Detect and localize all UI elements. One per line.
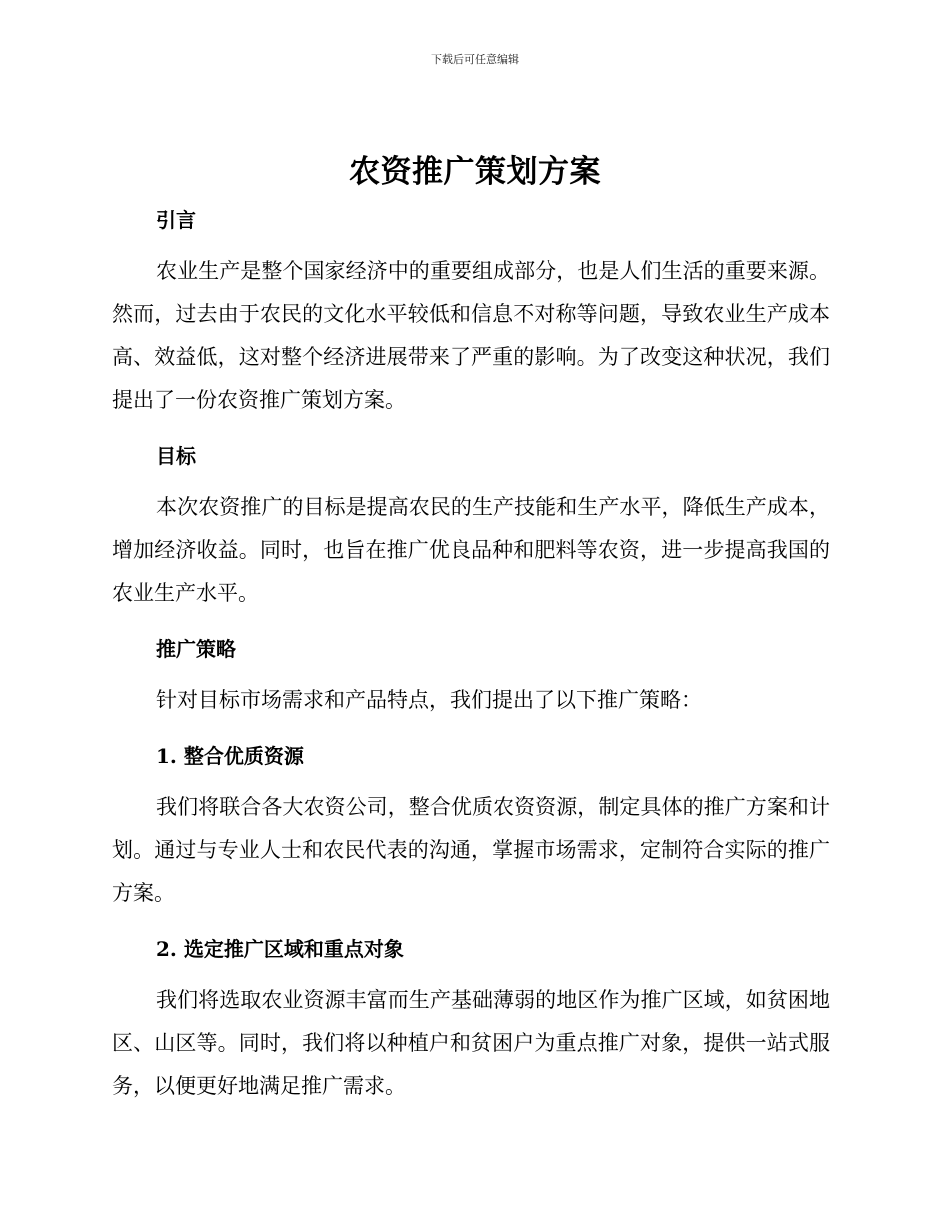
section-paragraph: 针对目标市场需求和产品特点，我们提出了以下推广策略： <box>156 688 702 712</box>
document-body <box>112 200 830 1108</box>
page-header: 下载后可任意编辑 <box>431 53 519 66</box>
section-goals <box>112 436 830 615</box>
section-heading: 2. 选定推广区域和重点对象 <box>156 937 404 961</box>
section-paragraph: 我们将联合各大农资公司，整合优质农资资源，制定具体的推广方案和计划。通过与专业人士和农民代表的沟通，掌握市场需求，定制符合实际的推广方案。 <box>112 795 830 905</box>
section-heading: 引言 <box>156 208 196 232</box>
section-heading: 目标 <box>156 444 196 468</box>
section-paragraph: 农业生产是整个国家经济中的重要组成部分，也是人们生活的重要来源。然而，过去由于农民的文化水平较低和信息不对称等问题，导致农业生产成本高、效益低，这对整个经济进展带来了严重的影响。为了改变这种状况，我们提出了一份农资推广策划方案。 <box>112 259 830 412</box>
section-paragraph: 我们将选取农业资源丰富而生产基础薄弱的地区作为推广区域，如贫困地区、山区等。同时，我们将以种植户和贫困户为重点推广对象，提供一站式服务，以便更好地满足推广需求。 <box>112 988 830 1098</box>
section-strategy <box>112 629 830 722</box>
section-heading: 推广策略 <box>156 637 236 661</box>
section-paragraph: 本次农资推广的目标是提高农民的生产技能和生产水平，降低生产成本，增加经济收益。同时，也旨在推广优良品种和肥料等农资，进一步提高我国的农业生产水平。 <box>112 495 830 605</box>
section-introduction <box>112 200 830 422</box>
section-heading: 1. 整合优质资源 <box>156 744 304 768</box>
document-title: 农资推广策划方案 <box>349 154 601 190</box>
section-strategy-1 <box>112 736 830 915</box>
section-strategy-2 <box>112 929 830 1108</box>
